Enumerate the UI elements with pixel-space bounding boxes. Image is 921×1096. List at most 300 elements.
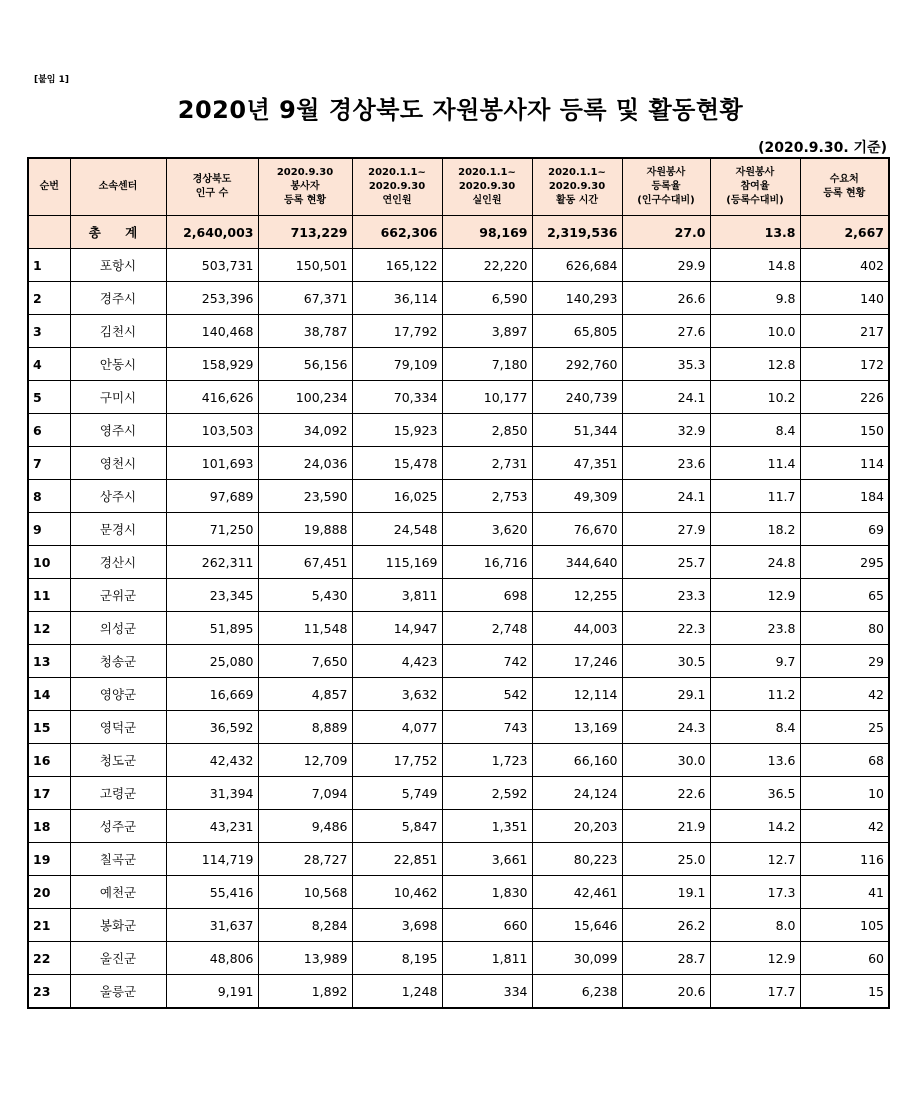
center-name-cell: 성주군: [70, 810, 166, 843]
center-name-cell: 경주시: [70, 282, 166, 315]
actual-cell: 743: [442, 711, 532, 744]
header-line: 자원봉사: [735, 167, 775, 178]
total-name-cell: 총 계: [70, 216, 166, 249]
center-name-cell: 의성군: [70, 612, 166, 645]
total-population-cell: 2,640,003: [166, 216, 258, 249]
center-name-cell: 포항시: [70, 249, 166, 282]
part-rate-cell: 14.2: [710, 810, 800, 843]
actual-cell: 3,897: [442, 315, 532, 348]
demand-cell: 116: [800, 843, 889, 876]
actual-cell: 2,748: [442, 612, 532, 645]
no-cell: 21: [28, 909, 70, 942]
actual-cell: 3,661: [442, 843, 532, 876]
registered-cell: 13,989: [258, 942, 352, 975]
demand-cell: 402: [800, 249, 889, 282]
no-cell: 10: [28, 546, 70, 579]
table-body: [28, 216, 889, 1009]
cumulative-cell: 17,792: [352, 315, 442, 348]
demand-cell: 150: [800, 414, 889, 447]
center-name-cell: 김천시: [70, 315, 166, 348]
table-row: [28, 315, 889, 348]
hours-cell: 44,003: [532, 612, 622, 645]
header-line: 소속센터: [98, 181, 138, 192]
registered-cell: 28,727: [258, 843, 352, 876]
registered-cell: 10,568: [258, 876, 352, 909]
actual-cell: 698: [442, 579, 532, 612]
no-cell: 7: [28, 447, 70, 480]
hours-cell: 66,160: [532, 744, 622, 777]
table-row: [28, 975, 889, 1009]
demand-cell: 60: [800, 942, 889, 975]
header-line: 2020.1.1~: [548, 167, 606, 178]
population-cell: 158,929: [166, 348, 258, 381]
cumulative-cell: 3,632: [352, 678, 442, 711]
reg-rate-cell: 19.1: [622, 876, 710, 909]
hours-cell: 12,255: [532, 579, 622, 612]
registered-cell: 150,501: [258, 249, 352, 282]
hours-cell: 76,670: [532, 513, 622, 546]
no-cell: 4: [28, 348, 70, 381]
no-cell: 8: [28, 480, 70, 513]
actual-cell: 1,811: [442, 942, 532, 975]
population-cell: 416,626: [166, 381, 258, 414]
cumulative-cell: 115,169: [352, 546, 442, 579]
population-cell: 253,396: [166, 282, 258, 315]
no-cell: 5: [28, 381, 70, 414]
registered-cell: 11,548: [258, 612, 352, 645]
demand-cell: 15: [800, 975, 889, 1009]
header-line: 봉사자: [290, 181, 320, 192]
reg-rate-cell: 29.1: [622, 678, 710, 711]
center-name-cell: 고령군: [70, 777, 166, 810]
part-rate-cell: 13.6: [710, 744, 800, 777]
registered-cell: 8,284: [258, 909, 352, 942]
part-rate-cell: 8.0: [710, 909, 800, 942]
cumulative-cell: 17,752: [352, 744, 442, 777]
hours-cell: 292,760: [532, 348, 622, 381]
center-name-cell: 영양군: [70, 678, 166, 711]
header-line: 2020.1.1~: [458, 167, 516, 178]
table-row: [28, 480, 889, 513]
actual-cell: 10,177: [442, 381, 532, 414]
table-row: [28, 579, 889, 612]
header-line: 참여율: [740, 181, 770, 192]
hours-cell: 140,293: [532, 282, 622, 315]
part-rate-cell: 11.7: [710, 480, 800, 513]
population-cell: 36,592: [166, 711, 258, 744]
attachment-tag: [붙임 1]: [34, 75, 70, 85]
population-cell: 48,806: [166, 942, 258, 975]
registered-cell: 7,650: [258, 645, 352, 678]
actual-cell: 3,620: [442, 513, 532, 546]
header-hours: [532, 158, 622, 216]
demand-cell: 105: [800, 909, 889, 942]
part-rate-cell: 18.2: [710, 513, 800, 546]
reg-rate-cell: 21.9: [622, 810, 710, 843]
cumulative-cell: 8,195: [352, 942, 442, 975]
part-rate-cell: 9.7: [710, 645, 800, 678]
hours-cell: 49,309: [532, 480, 622, 513]
no-cell: 16: [28, 744, 70, 777]
reg-rate-cell: 24.1: [622, 480, 710, 513]
center-name-cell: 청도군: [70, 744, 166, 777]
reg-rate-cell: 25.0: [622, 843, 710, 876]
demand-cell: 69: [800, 513, 889, 546]
demand-cell: 41: [800, 876, 889, 909]
table-header-row: [28, 158, 889, 216]
population-cell: 140,468: [166, 315, 258, 348]
table-row: [28, 711, 889, 744]
demand-cell: 42: [800, 678, 889, 711]
population-cell: 42,432: [166, 744, 258, 777]
table-row: [28, 777, 889, 810]
hours-cell: 65,805: [532, 315, 622, 348]
reg-rate-cell: 24.1: [622, 381, 710, 414]
table-row: [28, 645, 889, 678]
demand-cell: 25: [800, 711, 889, 744]
as-of-date: (2020.9.30. 기준): [758, 140, 887, 156]
demand-cell: 217: [800, 315, 889, 348]
reg-rate-cell: 23.6: [622, 447, 710, 480]
hours-cell: 13,169: [532, 711, 622, 744]
header-line: 순번: [39, 181, 59, 192]
reg-rate-cell: 27.6: [622, 315, 710, 348]
part-rate-cell: 12.9: [710, 942, 800, 975]
part-rate-cell: 36.5: [710, 777, 800, 810]
population-cell: 31,394: [166, 777, 258, 810]
part-rate-cell: 14.8: [710, 249, 800, 282]
no-cell: 17: [28, 777, 70, 810]
no-cell: 20: [28, 876, 70, 909]
center-name-cell: 예천군: [70, 876, 166, 909]
demand-cell: 65: [800, 579, 889, 612]
part-rate-cell: 8.4: [710, 414, 800, 447]
cumulative-cell: 70,334: [352, 381, 442, 414]
cumulative-cell: 79,109: [352, 348, 442, 381]
reg-rate-cell: 26.2: [622, 909, 710, 942]
part-rate-cell: 9.8: [710, 282, 800, 315]
header-line: (인구수대비): [637, 195, 695, 206]
reg-rate-cell: 29.9: [622, 249, 710, 282]
total-reg-rate-cell: 27.0: [622, 216, 710, 249]
cumulative-cell: 3,811: [352, 579, 442, 612]
actual-cell: 1,351: [442, 810, 532, 843]
table-row: [28, 843, 889, 876]
table-row: [28, 249, 889, 282]
demand-cell: 29: [800, 645, 889, 678]
no-cell: 14: [28, 678, 70, 711]
registered-cell: 5,430: [258, 579, 352, 612]
cumulative-cell: 15,923: [352, 414, 442, 447]
demand-cell: 295: [800, 546, 889, 579]
reg-rate-cell: 25.7: [622, 546, 710, 579]
hours-cell: 15,646: [532, 909, 622, 942]
population-cell: 51,895: [166, 612, 258, 645]
reg-rate-cell: 20.6: [622, 975, 710, 1009]
actual-cell: 742: [442, 645, 532, 678]
no-cell: 13: [28, 645, 70, 678]
reg-rate-cell: 35.3: [622, 348, 710, 381]
center-name-cell: 청송군: [70, 645, 166, 678]
table-row: [28, 810, 889, 843]
hours-cell: 6,238: [532, 975, 622, 1009]
cumulative-cell: 10,462: [352, 876, 442, 909]
actual-cell: 2,850: [442, 414, 532, 447]
no-cell: 11: [28, 579, 70, 612]
registered-cell: 100,234: [258, 381, 352, 414]
demand-cell: 114: [800, 447, 889, 480]
table-row: [28, 381, 889, 414]
total-part-rate-cell: 13.8: [710, 216, 800, 249]
population-cell: 103,503: [166, 414, 258, 447]
table-row: [28, 678, 889, 711]
actual-cell: 22,220: [442, 249, 532, 282]
registered-cell: 67,451: [258, 546, 352, 579]
registered-cell: 9,486: [258, 810, 352, 843]
population-cell: 262,311: [166, 546, 258, 579]
actual-cell: 1,723: [442, 744, 532, 777]
header-actual: [442, 158, 532, 216]
table-row: [28, 513, 889, 546]
demand-cell: 226: [800, 381, 889, 414]
table-row: [28, 414, 889, 447]
hours-cell: 12,114: [532, 678, 622, 711]
header-no: [28, 158, 70, 216]
cumulative-cell: 3,698: [352, 909, 442, 942]
header-line: 실인원: [472, 195, 502, 206]
no-cell: 9: [28, 513, 70, 546]
part-rate-cell: 11.2: [710, 678, 800, 711]
hours-cell: 344,640: [532, 546, 622, 579]
population-cell: 9,191: [166, 975, 258, 1009]
part-rate-cell: 17.3: [710, 876, 800, 909]
table-row: [28, 612, 889, 645]
part-rate-cell: 12.9: [710, 579, 800, 612]
center-name-cell: 문경시: [70, 513, 166, 546]
actual-cell: 7,180: [442, 348, 532, 381]
reg-rate-cell: 32.9: [622, 414, 710, 447]
actual-cell: 1,830: [442, 876, 532, 909]
no-cell: 2: [28, 282, 70, 315]
center-name-cell: 경산시: [70, 546, 166, 579]
hours-cell: 20,203: [532, 810, 622, 843]
table-row: [28, 876, 889, 909]
total-hours-cell: 2,319,536: [532, 216, 622, 249]
hours-cell: 42,461: [532, 876, 622, 909]
no-cell: 12: [28, 612, 70, 645]
part-rate-cell: 23.8: [710, 612, 800, 645]
header-line: 2020.9.30: [276, 167, 334, 178]
registered-cell: 38,787: [258, 315, 352, 348]
reg-rate-cell: 24.3: [622, 711, 710, 744]
center-name-cell: 울릉군: [70, 975, 166, 1009]
no-cell: 6: [28, 414, 70, 447]
demand-cell: 80: [800, 612, 889, 645]
actual-cell: 542: [442, 678, 532, 711]
population-cell: 23,345: [166, 579, 258, 612]
header-line: (등록수대비): [726, 195, 784, 206]
part-rate-cell: 10.2: [710, 381, 800, 414]
cumulative-cell: 165,122: [352, 249, 442, 282]
cumulative-cell: 15,478: [352, 447, 442, 480]
header-line: 수요처: [829, 174, 859, 185]
cumulative-cell: 4,077: [352, 711, 442, 744]
volunteer-stats-table: [27, 157, 890, 1009]
center-name-cell: 영천시: [70, 447, 166, 480]
reg-rate-cell: 22.6: [622, 777, 710, 810]
part-rate-cell: 12.7: [710, 843, 800, 876]
actual-cell: 16,716: [442, 546, 532, 579]
cumulative-cell: 1,248: [352, 975, 442, 1009]
actual-cell: 334: [442, 975, 532, 1009]
center-name-cell: 상주시: [70, 480, 166, 513]
registered-cell: 1,892: [258, 975, 352, 1009]
center-name-cell: 안동시: [70, 348, 166, 381]
population-cell: 71,250: [166, 513, 258, 546]
cumulative-cell: 5,847: [352, 810, 442, 843]
cumulative-cell: 36,114: [352, 282, 442, 315]
no-cell: 1: [28, 249, 70, 282]
population-cell: 55,416: [166, 876, 258, 909]
header-line: 등록 현황: [823, 188, 866, 199]
reg-rate-cell: 28.7: [622, 942, 710, 975]
population-cell: 114,719: [166, 843, 258, 876]
header-population: [166, 158, 258, 216]
part-rate-cell: 24.8: [710, 546, 800, 579]
total-registered-cell: 713,229: [258, 216, 352, 249]
header-part-rate: [710, 158, 800, 216]
center-name-cell: 봉화군: [70, 909, 166, 942]
header-line: 경상북도: [192, 174, 232, 185]
center-name-cell: 칠곡군: [70, 843, 166, 876]
header-cumulative: [352, 158, 442, 216]
hours-cell: 17,246: [532, 645, 622, 678]
registered-cell: 7,094: [258, 777, 352, 810]
demand-cell: 10: [800, 777, 889, 810]
cumulative-cell: 24,548: [352, 513, 442, 546]
registered-cell: 24,036: [258, 447, 352, 480]
population-cell: 503,731: [166, 249, 258, 282]
demand-cell: 184: [800, 480, 889, 513]
cumulative-cell: 4,423: [352, 645, 442, 678]
reg-rate-cell: 23.3: [622, 579, 710, 612]
cumulative-cell: 16,025: [352, 480, 442, 513]
header-line: 연인원: [382, 195, 412, 206]
population-cell: 31,637: [166, 909, 258, 942]
actual-cell: 2,731: [442, 447, 532, 480]
hours-cell: 30,099: [532, 942, 622, 975]
cumulative-cell: 14,947: [352, 612, 442, 645]
total-demand-cell: 2,667: [800, 216, 889, 249]
header-line: 2020.9.30: [548, 181, 606, 192]
total-actual-cell: 98,169: [442, 216, 532, 249]
no-cell: 22: [28, 942, 70, 975]
header-line: 등록율: [651, 181, 681, 192]
cumulative-cell: 5,749: [352, 777, 442, 810]
total-no-cell: [28, 216, 70, 249]
registered-cell: 12,709: [258, 744, 352, 777]
registered-cell: 4,857: [258, 678, 352, 711]
no-cell: 19: [28, 843, 70, 876]
part-rate-cell: 10.0: [710, 315, 800, 348]
center-name-cell: 울진군: [70, 942, 166, 975]
population-cell: 97,689: [166, 480, 258, 513]
registered-cell: 67,371: [258, 282, 352, 315]
hours-cell: 80,223: [532, 843, 622, 876]
cumulative-cell: 22,851: [352, 843, 442, 876]
reg-rate-cell: 22.3: [622, 612, 710, 645]
demand-cell: 68: [800, 744, 889, 777]
table-row: [28, 447, 889, 480]
registered-cell: 34,092: [258, 414, 352, 447]
center-name-cell: 군위군: [70, 579, 166, 612]
center-name-cell: 영주시: [70, 414, 166, 447]
reg-rate-cell: 26.6: [622, 282, 710, 315]
no-cell: 18: [28, 810, 70, 843]
registered-cell: 8,889: [258, 711, 352, 744]
actual-cell: 660: [442, 909, 532, 942]
header-line: 등록 현황: [283, 195, 327, 206]
reg-rate-cell: 30.0: [622, 744, 710, 777]
header-demand: [800, 158, 889, 216]
actual-cell: 6,590: [442, 282, 532, 315]
population-cell: 25,080: [166, 645, 258, 678]
hours-cell: 626,684: [532, 249, 622, 282]
part-rate-cell: 8.4: [710, 711, 800, 744]
hours-cell: 240,739: [532, 381, 622, 414]
demand-cell: 42: [800, 810, 889, 843]
population-cell: 101,693: [166, 447, 258, 480]
no-cell: 3: [28, 315, 70, 348]
registered-cell: 23,590: [258, 480, 352, 513]
population-cell: 16,669: [166, 678, 258, 711]
header-center: [70, 158, 166, 216]
table-row: [28, 942, 889, 975]
reg-rate-cell: 30.5: [622, 645, 710, 678]
actual-cell: 2,592: [442, 777, 532, 810]
center-name-cell: 영덕군: [70, 711, 166, 744]
total-row: [28, 216, 889, 249]
header-line: 2020.9.30: [368, 181, 426, 192]
actual-cell: 2,753: [442, 480, 532, 513]
part-rate-cell: 11.4: [710, 447, 800, 480]
header-line: 2020.1.1~: [368, 167, 426, 178]
reg-rate-cell: 27.9: [622, 513, 710, 546]
table-row: [28, 348, 889, 381]
population-cell: 43,231: [166, 810, 258, 843]
registered-cell: 56,156: [258, 348, 352, 381]
header-reg-rate: [622, 158, 710, 216]
no-cell: 15: [28, 711, 70, 744]
hours-cell: 51,344: [532, 414, 622, 447]
hours-cell: 47,351: [532, 447, 622, 480]
demand-cell: 140: [800, 282, 889, 315]
header-registered: [258, 158, 352, 216]
table-row: [28, 282, 889, 315]
demand-cell: 172: [800, 348, 889, 381]
document-title: 2020년 9월 경상북도 자원봉사자 등록 및 활동현황: [177, 96, 744, 124]
no-cell: 23: [28, 975, 70, 1009]
table-row: [28, 744, 889, 777]
part-rate-cell: 17.7: [710, 975, 800, 1009]
part-rate-cell: 12.8: [710, 348, 800, 381]
header-line: 인구 수: [195, 188, 229, 199]
table-row: [28, 909, 889, 942]
center-name-cell: 구미시: [70, 381, 166, 414]
header-line: 자원봉사: [646, 167, 686, 178]
header-line: 2020.9.30: [458, 181, 516, 192]
registered-cell: 19,888: [258, 513, 352, 546]
